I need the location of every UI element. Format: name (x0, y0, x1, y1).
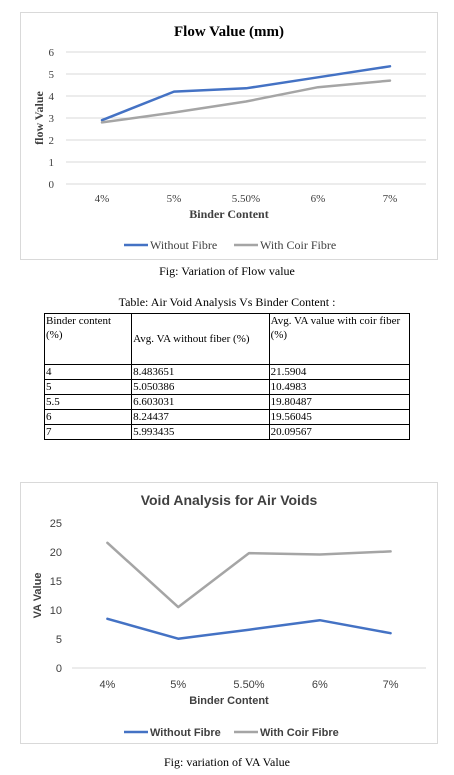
x-tick-label: 7% (382, 193, 398, 205)
y-tick-label: 15 (49, 576, 62, 588)
legend-label: Without Fibre (150, 727, 221, 739)
y-tick-label: 3 (48, 113, 54, 125)
x-tick-label: 6% (311, 679, 328, 691)
y-tick-label: 6 (48, 47, 54, 59)
series-line-with-coir-fibre (107, 543, 390, 607)
legend-label: Without Fibre (150, 238, 218, 252)
y-axis-title: flow Value (32, 91, 46, 145)
chart-title: Flow Value (mm) (174, 24, 284, 40)
x-axis-title: Binder Content (189, 695, 269, 707)
va-figure-caption: Fig: variation of VA Value (164, 755, 290, 769)
y-tick-label: 2 (48, 135, 54, 147)
table-cell: 5.050386 (132, 380, 269, 395)
x-tick-label: 4% (94, 193, 110, 205)
table-cell: 8.24437 (132, 410, 269, 425)
table-header-binder: Binder content (%) (45, 314, 132, 365)
table-header-va-with: Avg. VA value with coir fiber (%) (269, 314, 409, 365)
table-cell: 19.80487 (269, 395, 409, 410)
table-cell: 7 (45, 425, 132, 440)
y-tick-label: 20 (49, 547, 62, 559)
table-cell: 8.483651 (132, 365, 269, 380)
y-tick-label: 4 (48, 91, 54, 103)
table-cell: 19.56045 (269, 410, 409, 425)
table-cell: 4 (45, 365, 132, 380)
table-header-va-without: Avg. VA without fiber (%) (132, 314, 269, 365)
table-cell: 5 (45, 380, 132, 395)
legend-label: With Coir Fibre (260, 238, 337, 252)
legend-label: With Coir Fibre (260, 727, 339, 739)
table-cell: 21.5904 (269, 365, 409, 380)
y-tick-label: 0 (55, 663, 62, 675)
x-tick-label: 5.50% (231, 193, 261, 205)
table-cell: 5.993435 (132, 425, 269, 440)
table-cell: 6.603031 (132, 395, 269, 410)
x-tick-label: 7% (382, 679, 399, 691)
x-tick-label: 5.50% (233, 679, 265, 691)
table-cell: 6 (45, 410, 132, 425)
x-tick-label: 6% (310, 193, 326, 205)
table-cell: 10.4983 (269, 380, 409, 395)
y-tick-label: 5 (48, 69, 54, 81)
flow-figure-caption: Fig: Variation of Flow value (159, 264, 295, 278)
table-caption: Table: Air Void Analysis Vs Binder Content : (118, 295, 336, 309)
y-axis-title: VA Value (32, 572, 44, 619)
x-tick-label: 4% (99, 679, 116, 691)
y-tick-label: 1 (48, 157, 54, 169)
y-tick-label: 5 (55, 634, 62, 646)
y-tick-label: 0 (48, 179, 54, 191)
chart-title: Void Analysis for Air Voids (140, 492, 318, 508)
x-axis-title: Binder Content (189, 207, 269, 221)
x-tick-label: 5% (170, 679, 187, 691)
y-tick-label: 25 (49, 518, 62, 530)
series-line-without-fibre (107, 619, 390, 639)
x-tick-label: 5% (166, 193, 182, 205)
y-tick-label: 10 (49, 605, 62, 617)
table-cell: 5.5 (45, 395, 132, 410)
table-cell: 20.09567 (269, 425, 409, 440)
